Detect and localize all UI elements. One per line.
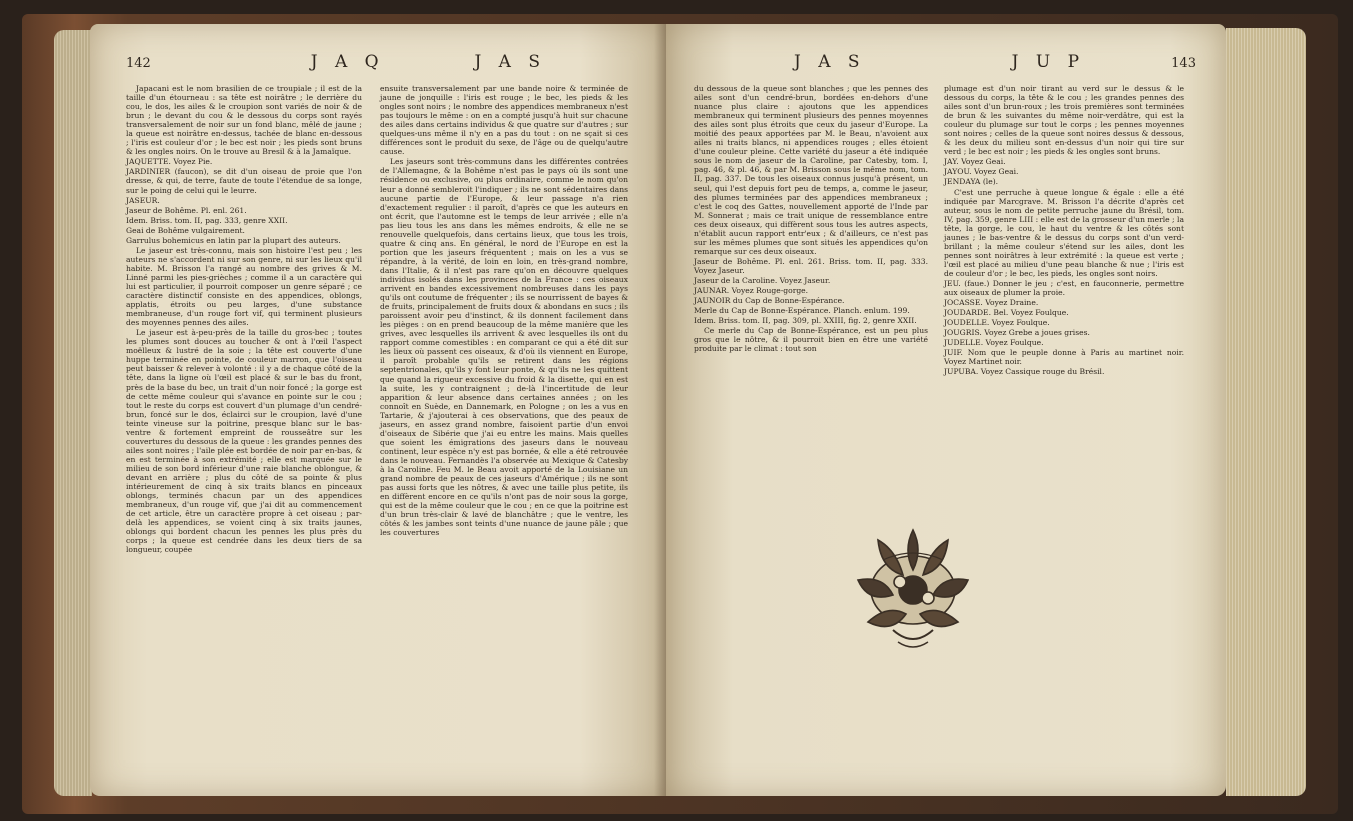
paragraph: Le jaseur est à-peu-près de la taille du gros-bec ; toutes les plumes sont douces au toucher & ont à l'œil l'aspect moëlleux & lustré de la soie ; la tête est couverte d'une huppe terminée en pointe, de couleur marron, que l'oiseau peut baisser & relever à volonté : il y a de chaque côté de la tête, dans la ligne où l'œil est placé & sur le bas du front, près de la base du bec, un trait d'un noir foncé ; la gorge est de cette même couleur qui s'avance en pointe sur le cou ; tout le reste du corps est couvert d'un plumage d'un cendré-brun, foncé sur le dos, éclairci sur le croupion, lavé d'une teinte vineuse sur la poitrine, presque blanc sur le bas-ventre & fortement empreint de rousseâtre sur les couvertures du dessous de la queue : les grandes pennes des ailes sont noires ; l'aile plée est bordée de noir par en-bas, & en est terminée à son extrémité ; elle est marquée sur le milieu de son bord inférieur d'une raie blanche oblongue, & devant en arrière ; plus du côté de sa pointe & plus intérieurement de cinq à six traits blancs en pinceaux oblongs, terminés chacun par un des appendices membraneux, d'un rouge vif, que j'ai dit au commencement de cet article, être un caractère propre à cet oiseau ; par-delà les appendices, se voient cinq à six traits jaunes, oblongs qui bordent chacun les pennes les plus près du corps ; la queue est cendrée dans les deux tiers de sa longueur, coupée [126, 328, 362, 555]
entry-heading: JAQUETTE. Voyez Pie. [126, 157, 213, 167]
page-number: 143 [1171, 56, 1196, 71]
citation: Idem. Briss. tom. II, pag. 309, pl. XXIII, fig. 2, genre XXII. [694, 316, 917, 326]
floral-vignette-icon [838, 510, 988, 660]
entry-heading: JOCASSE. Voyez Draine. [944, 298, 1039, 308]
paragraph: Le jaseur est très-connu, mais son histoire l'est peu ; les auteurs ne s'accordent ni sur son genre, ni sur les lieux qu'il habite. M. Brisson l'a rangé au nombre des grives & M. Linné parmi les pies-grièches ; comme il a un caractère qui lui est particulier, il pourroit composer un genre séparé ; ce caractère distinctif consiste en des appendices, oblongs, applatis, étroits ou peu larges, d'une substance membraneuse, d'un rouge fort vif, qui terminent plusieurs des moyennes pennes des ailes. [126, 245, 362, 328]
entry-heading: JASEUR. [126, 195, 160, 205]
text-column-1 [694, 84, 928, 354]
text-column-2 [380, 84, 628, 538]
running-head: J U P [1011, 52, 1086, 72]
entry-heading: JARDINIER (faucon), se dit d'un oiseau de proie que l'on dresse, & qui, de terre, faute de toute l'étendue de sa longe, sur le poing de celui qui le leurre. [126, 167, 362, 195]
paragraph: Les jaseurs sont très-communs dans les différentes contrées de l'Allemagne, & la Bohême n'est pas le pays où ils sont une résidence ou exclusive, ou plus ordinaire, comme le nom qu'on leur a donné sembleroit l'indiquer ; ils ne sont sédentaires dans aucune partie de l'Europe, & leur passage n'a rien d'exactement regulier : il paroît, d'après ce que les auteurs en ont écrit, que l'automne est le temps de leur arrivée ; elle n'a pas lieu tous les ans dans les mêmes endroits, & elle ne se renouvelle quelquefois, dans certains lieux, que tous les trois, quatre & cinq ans. En général, le nord de l'Europe en est la portion que les jaseurs fréquentent ; mais on les a vus se répandre, à la vérité, de loin en loin, en très-grand nombre, dans l'Italie, & il n'est pas rare qu'on en découvre quelques individus isolés dans les provinces de la France : ces oiseaux arrivent en bandes excessivement nombreuses dans les pays qu'ils ont coutume de fréquenter ; ils se nourrissent de bayes & de fruits, principalement de fruits doux & abondans en sucs ; ils paroissent avoir peu d'instinct, & ils donnent facilement dans les pièges : on en prend beaucoup de la même manière que les grives, avec lesquelles ils arrivent & avec lesquelles ils ont du rapport comme comestibles : en comparant ce qui a été dit sur les lieux où passent ces oiseaux, & d'où ils viennent en Europe, il paroît probable qu'ils se retirent dans les régions septentrionales, qu'ils y font leur ponte, & qu'ils ne les quittent que quand la rigueur excessive du froid & la disette, qui en est la suite, les y contraignent ; de-là l'incertitude de leur apparition & leur absence dans certaines années ; on les connoît en Suède, en Dannemark, en Pologne ; on les a vus en Tartarie, & j'ajouterai à ces observations, que des peaux de jaseurs, en assez grand nombre, faisoient partie d'un envoi d'oiseaux de Sibérie que j'ai eu entre les mains. Mais quelles que soient les émigrations des jaseurs dans le nouveau continent, leur espèce n'y est pas bornée, & elle a été retrouvée dans le nouveau. Fernandès l'a observée au Mexique & Catesby à la Caroline. Feu M. le Beau avoit apporté de la Louisiane un grand nombre de peaux de ces jaseurs d'Amérique ; ils ne sont pas aussi forts que les nôtres, & avec une taille plus petite, ils en diffèrent encore en ce qu'ils n'ont pas de noir sous la gorge, qui est de la même couleur que le cou ; en ce que la poitrine est d'un brun très-clair & lavé de blanchâtre ; que le ventre, les côtés & les jambes sont teints d'une nuance de jaune pâle ; que les couvertures [380, 157, 628, 538]
paragraph: du dessous de la queue sont blanches ; que les pennes des ailes sont d'un cendré-brun, bordées en-dehors d'une nuance plus claire : ajoutons que les appendices membraneux qui terminent plusieurs des pennes moyennes des ailes sont plus étroits que ceux du jaseur d'Europe. La moitié des peaux apportées par M. le Beau, n'avoient aux ailes ni traits blancs, ni appendices rouges ; elles étoient d'une couleur pleine. Cette variété du jaseur a été indiquée sous le nom de jaseur de la Caroline, par Catesby, tom. I, pag. 46, & pl. 46, & par M. Brisson sous le même nom, tom. II, pag. 337. De tous les oiseaux connus jusqu'à présent, un seul, qui l'est depuis fort peu de temps, a, comme le jaseur, des plumes terminées par des appendices membraneux ; c'est le coq des Gattes, nouvellement apporté de l'Inde par M. Sonnerat ; mais ce trait unique de ressemblance entre ces deux oiseaux, qui diffèrent sous tous les autres aspects, n'établit aucun rapport entr'eux ; & d'ailleurs, ce n'est pas sur les mêmes plumes que sont situés les appendices qu'on remarque sur ces deux oiseaux. [694, 84, 928, 256]
citation: Garrulus bohemicus en latin par la plupart des auteurs. [126, 235, 341, 245]
entry-heading: JUIF. Nom que le peuple donne à Paris au martinet noir. Voyez Martinet noir. [944, 348, 1184, 367]
paragraph: ensuite transversalement par une bande noire & terminée de jaune de jonquille : l'iris est rouge ; le bec, les pieds & les ongles sont noirs ; le nombre des appendices membraneux n'est pas toujours le même : on en a compté jusqu'à huit sur chacune des ailes dans certains individus & que quatre sur d'autres ; sur quelques-uns même il n'y en a pas du tout : on ne sçait si ces différences sont le produit du sexe, de l'âge ou de quelqu'autre cause. [380, 84, 628, 157]
right-page-header [706, 52, 1196, 72]
entry-heading: JOUDARDE. Bel. Voyez Foulque. [944, 308, 1069, 318]
paragraph: Ce merle du Cap de Bonne-Espérance, est un peu plus gros que le nôtre, & il pourroit bien en être une variété produite par le climat : tout son [694, 326, 928, 354]
running-head: J A S [474, 52, 546, 72]
entry-heading: JUDELLE. Voyez Foulque. [944, 338, 1044, 348]
entry-heading: JAUNOIR du Cap de Bonne-Espérance. [694, 296, 845, 306]
text-column-2 [944, 84, 1184, 377]
entry-heading: JENDAYA (le). [944, 177, 999, 187]
citation: Geai de Bohême vulgairement. [126, 225, 245, 235]
citation: Jaseur de la Caroline. Voyez Jaseur. [694, 275, 831, 285]
right-page-edges [1226, 28, 1306, 796]
citation: Jaseur de Bohême. Pl. enl. 261. [126, 205, 247, 215]
entry-heading: JAYOU. Voyez Geai. [944, 167, 1019, 177]
entry-heading: JOUDELLE. Voyez Foulque. [944, 318, 1050, 328]
entry-heading: JUPUBA. Voyez Cassique rouge du Brésil. [944, 367, 1105, 377]
paragraph: plumage est d'un noir tirant au verd sur le dessus & le dessous du corps, la tête & le cou ; les grandes pennes des ailes sont d'un brun-roux ; les trois premières sont terminées de brun & les suivantes du même noir-verdâtre, qui est la couleur du plumage sur tout le corps ; les pennes moyennes sont noires ; celles de la queue sont noires dessus & dessous, & les deux du milieu sont en-dessus d'un noir qui tire sur verd ; le bec est noir ; les pieds & les ongles sont bruns. [944, 84, 1184, 157]
entry-heading: JAUNAR. Voyez Rouge-gorge. [694, 286, 809, 296]
citation: Idem. Briss. tom. II, pag. 333, genre XXII. [126, 215, 288, 225]
paragraph: C'est une perruche à queue longue & égale : elle a été indiquée par Marcgrave. M. Brisson l'a décrite d'après cet auteur, sous le nom de petite perruche jaune du Brésil, tom. IV, pag. 359, genre LIII : elle est de la grosseur d'un merle ; la tête, la gorge, le cou, le haut du ventre & les côtés sont jaunes ; le bas-ventre & le dessus du corps sont d'un verd-brillant ; la même couleur s'étend sur les ailes, dont les pennes sont noirâtres à leur extrémité : la queue est verte ; l'œil est placé au milieu d'une peau blanche & nue ; l'iris est de couleur d'or ; le bec, les pieds, les ongles sont noirs. [944, 187, 1184, 278]
page-number: 142 [126, 56, 151, 71]
left-page [90, 24, 666, 796]
entry-heading: JEU. (faue.) Donner le jeu ; c'est, en fauconnerie, permettre aux oiseaux de plumer la proie. [944, 278, 1184, 298]
left-page-edges [54, 30, 92, 796]
citation: Merle du Cap de Bonne-Espérance. Planch. enlum. 199. [694, 306, 910, 316]
entry-heading: JOUGRIS. Voyez Grebe a joues grises. [944, 328, 1090, 338]
running-head: J A S [794, 52, 866, 72]
running-head: J A Q [310, 52, 385, 72]
paragraph: Japacani est le nom brasilien de ce troupiale ; il est de la taille d'un étourneau : sa tête est noirâtre ; le derrière du cou, le dos, les ailes & le croupion sont variés de noir & de brun ; le devant du cou & le dessous du corps sont rayés transversalement de noir sur un fond blanc, mêlé de jaune ; la queue est noirâtre en-dessus, tachée de blanc en-dessous ; l'iris est couleur d'or ; le bec est noir ; les pieds sont bruns & les ongles noirs. On le trouve au Bresil & à la Jamaïque. [126, 84, 362, 157]
right-page [666, 24, 1226, 796]
entry-heading: JAY. Voyez Geai. [944, 157, 1006, 167]
left-page-header [126, 52, 626, 72]
text-column-1 [126, 84, 362, 555]
citation: Jaseur de Bohême. Pl. enl. 261. Briss. tom. II, pag. 333. Voyez Jaseur. [694, 256, 928, 275]
